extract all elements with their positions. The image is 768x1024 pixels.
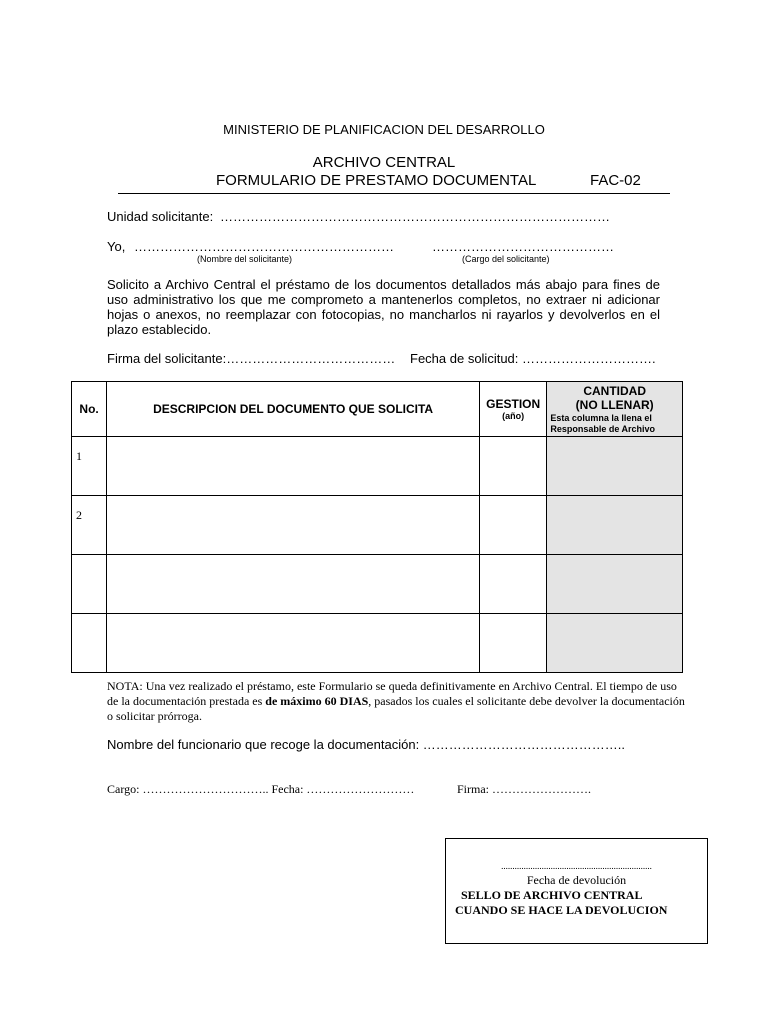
table-row: [72, 555, 683, 614]
row-descripcion-cell[interactable]: [107, 614, 480, 673]
row-descripcion-cell[interactable]: [107, 437, 480, 496]
table-row: [72, 437, 683, 496]
document-table: [71, 381, 683, 673]
cargo-fecha-field[interactable]: Cargo: ………………………….. Fecha: ………………………: [107, 782, 415, 796]
col-gestion-label: GESTION: [486, 397, 541, 411]
cargo-caption: (Cargo del solicitante): [462, 254, 550, 264]
firma-solicitante-field[interactable]: Firma del solicitante:…………………………………: [107, 351, 396, 366]
col-descripcion-header: DESCRIPCION DEL DOCUMENTO QUE SOLICITA: [107, 382, 480, 437]
table-row: [72, 614, 683, 673]
fecha-solicitud-field[interactable]: Fecha de solicitud: ………………………….: [410, 351, 656, 366]
row-number: 2: [72, 496, 107, 555]
ministry-name: MINISTERIO DE PLANIFICACION DEL DESARROLLO: [223, 122, 545, 137]
row-cantidad-cell: [547, 437, 683, 496]
yo-label: Yo,: [107, 239, 126, 254]
nota-bold: de máximo 60 DIAS: [265, 694, 369, 708]
row-descripcion-cell[interactable]: [107, 555, 480, 614]
nota-paragraph: [107, 679, 687, 724]
row-gestion-cell[interactable]: [480, 437, 547, 496]
col-gestion-sub: (año): [502, 411, 525, 421]
nota-text-1: NOTA: Una vez realizado el préstamo, este Formulario se queda definitivamente en Archivo Central. El tiempo de uso de la documentación prestada es: [107, 679, 677, 708]
funcionario-field[interactable]: Nombre del funcionario que recoge la documentación: ………………………………………..: [107, 737, 626, 752]
row-gestion-cell[interactable]: [480, 496, 547, 555]
table-header-row: [72, 382, 683, 437]
row-cantidad-cell: [547, 614, 683, 673]
col-gestion-header: [480, 382, 547, 437]
title-divider: [118, 193, 670, 194]
unidad-solicitante-field[interactable]: ………………………………………………………………………………: [220, 209, 610, 224]
nombre-caption: (Nombre del solicitante): [197, 254, 293, 264]
row-number: 1: [72, 437, 107, 496]
row-gestion-cell[interactable]: [480, 614, 547, 673]
nota-text-2: , pasados los cuales el solicitante debe devolver la documentación o solicitar prórroga.: [107, 694, 685, 723]
col-cantidad-no-llenar: (NO LLENAR): [575, 397, 654, 412]
stamp-dots: ...................................................................: [501, 861, 652, 871]
cargo-solicitante-field[interactable]: ……………………………………: [432, 239, 614, 254]
row-descripcion-cell[interactable]: [107, 496, 480, 555]
nombre-solicitante-field[interactable]: ……………………………………………………: [134, 239, 394, 254]
unidad-solicitante-label: Unidad solicitante:: [107, 209, 214, 224]
col-cantidad-header: [547, 382, 683, 437]
sello-line-2: CUANDO SE HACE LA DEVOLUCION: [455, 903, 668, 917]
row-cantidad-cell: [547, 496, 683, 555]
fecha-devolucion-label: Fecha de devolución: [526, 873, 627, 887]
title-formulario: FORMULARIO DE PRESTAMO DOCUMENTAL: [216, 172, 537, 189]
table-row: [72, 496, 683, 555]
firma-field[interactable]: Firma: …………………….: [457, 782, 591, 796]
form-code: FAC-02: [590, 172, 641, 189]
row-number: [72, 614, 107, 673]
row-gestion-cell[interactable]: [480, 555, 547, 614]
col-cantidad-note: Esta columna la llena el Responsable de Archivo: [550, 412, 656, 434]
stamp-box: [445, 838, 708, 944]
row-cantidad-cell: [547, 555, 683, 614]
request-paragraph: Solicito a Archivo Central el préstamo de los documentos detallados más abajo para fines de uso administrativo los que me comprometo a mantenerlos completos, no extraer ni adicionar hojas o anexos, no reemplazar con fotocopias, no mancharlos ni rayarlos y devolverlos en el plazo establecido.: [107, 277, 660, 337]
col-no-header: No.: [72, 382, 107, 437]
sello-line-1: SELLO DE ARCHIVO CENTRAL: [461, 888, 643, 902]
title-archivo-central: ARCHIVO CENTRAL: [312, 154, 456, 171]
col-cantidad-label: CANTIDAD: [583, 383, 646, 398]
row-number: [72, 555, 107, 614]
